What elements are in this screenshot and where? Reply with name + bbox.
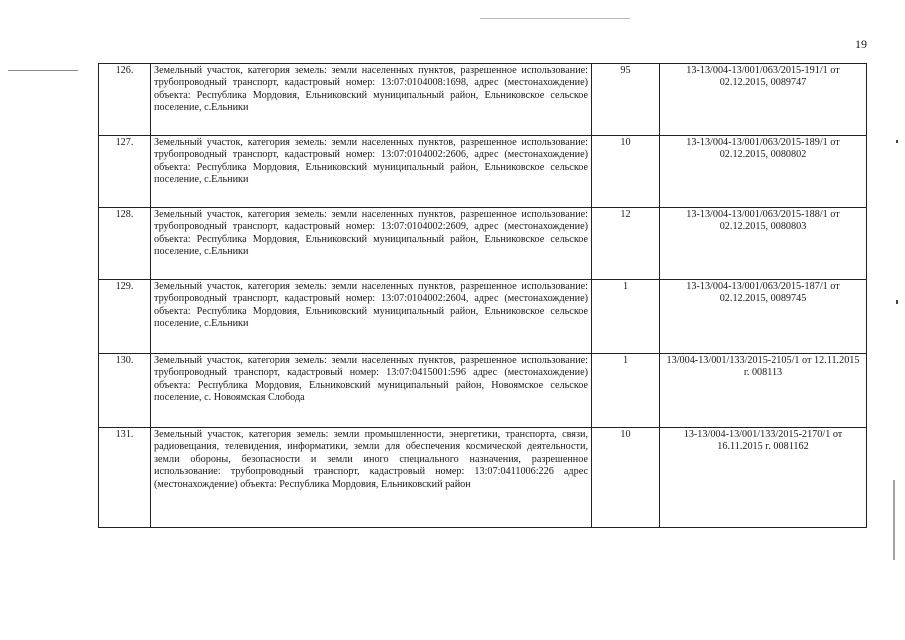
table-row: [99, 428, 867, 528]
scan-artifact-top: [480, 18, 630, 19]
plot-area: 10: [592, 136, 660, 208]
plot-description: Земельный участок, категория земель: земли населенных пунктов, разрешенное использование: трубопроводный транспорт, кадастровый номер: 13:07:0104002:2604, адрес (местонахождение) объекта: Республика Мордовия, Ельниковский муниципальный район, Ельниковское сельское поселение, с.Ельники: [151, 280, 592, 354]
table-row: [99, 136, 867, 208]
scan-artifact-left: [8, 70, 78, 71]
plot-description: Земельный участок, категория земель: земли населенных пунктов, разрешенное использование: трубопроводный транспорт, кадастровый номер: 13:07:0104008:1698, адрес (местонахождение) объекта: Республика Мордовия, Ельниковский муниципальный район, Ельниковское сельское поселение, с.Ельники: [151, 64, 592, 136]
registration-record: 13-13/004-13/001/063/2015-187/1 от 02.12.2015, 0089745: [660, 280, 867, 354]
table-row: [99, 64, 867, 136]
registration-record: 13-13/004-13/001/063/2015-191/1 от 02.12.2015, 0089747: [660, 64, 867, 136]
plot-description: Земельный участок, категория земель: земли населенных пунктов, разрешенное использование: трубопроводный транспорт, кадастровый номер: 13:07:0104002:2609, адрес (местонахождение) объекта: Республика Мордовия, Ельниковский муниципальный район, Ельниковское сельское поселение, с.Ельники: [151, 208, 592, 280]
plot-area: 95: [592, 64, 660, 136]
registration-record: 13-13/004-13/001/063/2015-189/1 от 02.12.2015, 0080802: [660, 136, 867, 208]
plot-description: Земельный участок, категория земель: земли населенных пунктов, разрешенное использование: трубопроводный транспорт, кадастровый номер: 13:07:0415001:596 адрес (местонахождение) объекта: Республика Мордовия, Ельниковский муниципальный район, Новоямское сельское поселение, с. Новоямская Слобода: [151, 354, 592, 428]
row-number: 131.: [99, 428, 151, 528]
scan-artifact-right-edge: [893, 480, 895, 560]
registration-record: 13-13/004-13/001/133/2015-2170/1 от 16.11.2015 г. 0081162: [660, 428, 867, 528]
row-number: 126.: [99, 64, 151, 136]
row-number: 129.: [99, 280, 151, 354]
row-number: 130.: [99, 354, 151, 428]
row-number: 128.: [99, 208, 151, 280]
plot-area: 10: [592, 428, 660, 528]
row-number: 127.: [99, 136, 151, 208]
scan-artifact-right-edge-3: [896, 300, 898, 304]
plot-area: 1: [592, 354, 660, 428]
plot-area: 12: [592, 208, 660, 280]
table-row: [99, 354, 867, 428]
plot-description: Земельный участок, категория земель: земли промышленности, энергетики, транспорта, связи, радиовещания, телевидения, информатики, земли для обеспечения космической деятельности, земли обороны, безопасности и земли иного специального назначения, разрешенное использование: трубопроводный транспорт, кадастровый номер: 13:07:0411006:226 адрес (местонахождение) объекта: Республика Мордовия, Ельниковский район: [151, 428, 592, 528]
table-row: [99, 280, 867, 354]
land-plot-table: [98, 63, 867, 528]
table-row: [99, 208, 867, 280]
scan-artifact-right-edge-2: [896, 140, 898, 143]
plot-description: Земельный участок, категория земель: земли населенных пунктов, разрешенное использование: трубопроводный транспорт, кадастровый номер: 13:07:0104002:2606, адрес (местонахождение) объекта: Республика Мордовия, Ельниковский муниципальный район, Ельниковское сельское поселение, с.Ельники: [151, 136, 592, 208]
page-number: 19: [855, 37, 867, 51]
registration-record: 13-13/004-13/001/063/2015-188/1 от 02.12.2015, 0080803: [660, 208, 867, 280]
registration-record: 13/004-13/001/133/2015-2105/1 от 12.11.2015 г. 008113: [660, 354, 867, 428]
plot-area: 1: [592, 280, 660, 354]
